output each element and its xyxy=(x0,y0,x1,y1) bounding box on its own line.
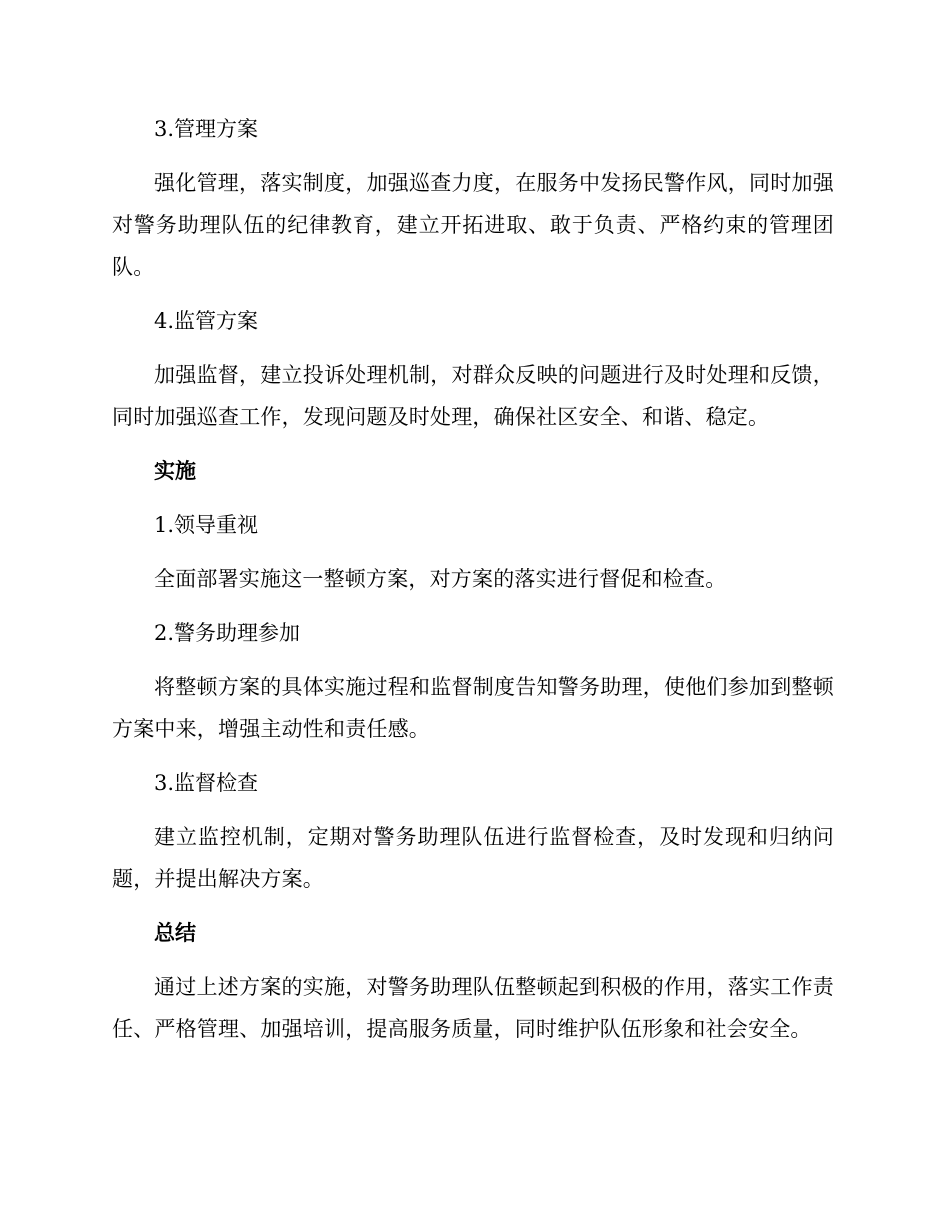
heading-implementation: 实施 xyxy=(154,458,196,483)
heading-summary: 总结 xyxy=(154,920,196,945)
document-body xyxy=(112,108,834,1050)
paragraph-supervision: 加强监督，建立投诉处理机制，对群众反映的问题进行及时处理和反馈，同时加强巡查工作，发现问题及时处理，确保社区安全、和谐、稳定。 xyxy=(112,363,834,429)
section-title-participation: 2.警务助理参加 xyxy=(154,621,301,645)
paragraph-leadership: 全面部署实施这一整顿方案，对方案的落实进行督促和检查。 xyxy=(154,567,727,591)
paragraph-management: 强化管理，落实制度，加强巡查力度，在服务中发扬民警作风，同时加强对警务助理队伍的纪律教育，建立开拓进取、敢于负责、严格约束的管理团队。 xyxy=(112,171,834,279)
paragraph-inspection: 建立监控机制，定期对警务助理队伍进行监督检查，及时发现和归纳问题，并提出解决方案。 xyxy=(112,825,834,891)
section-title-inspection: 3.监督检查 xyxy=(154,771,259,795)
paragraph-participation: 将整顿方案的具体实施过程和监督制度告知警务助理，使他们参加到整顿方案中来，增强主动性和责任感。 xyxy=(112,675,834,741)
paragraph-summary: 通过上述方案的实施，对警务助理队伍整顿起到积极的作用，落实工作责任、严格管理、加强培训，提高服务质量，同时维护队伍形象和社会安全。 xyxy=(112,975,834,1041)
section-title-management: 3.管理方案 xyxy=(154,117,259,141)
section-title-supervision: 4.监管方案 xyxy=(154,309,259,333)
section-title-leadership: 1.领导重视 xyxy=(154,513,259,537)
